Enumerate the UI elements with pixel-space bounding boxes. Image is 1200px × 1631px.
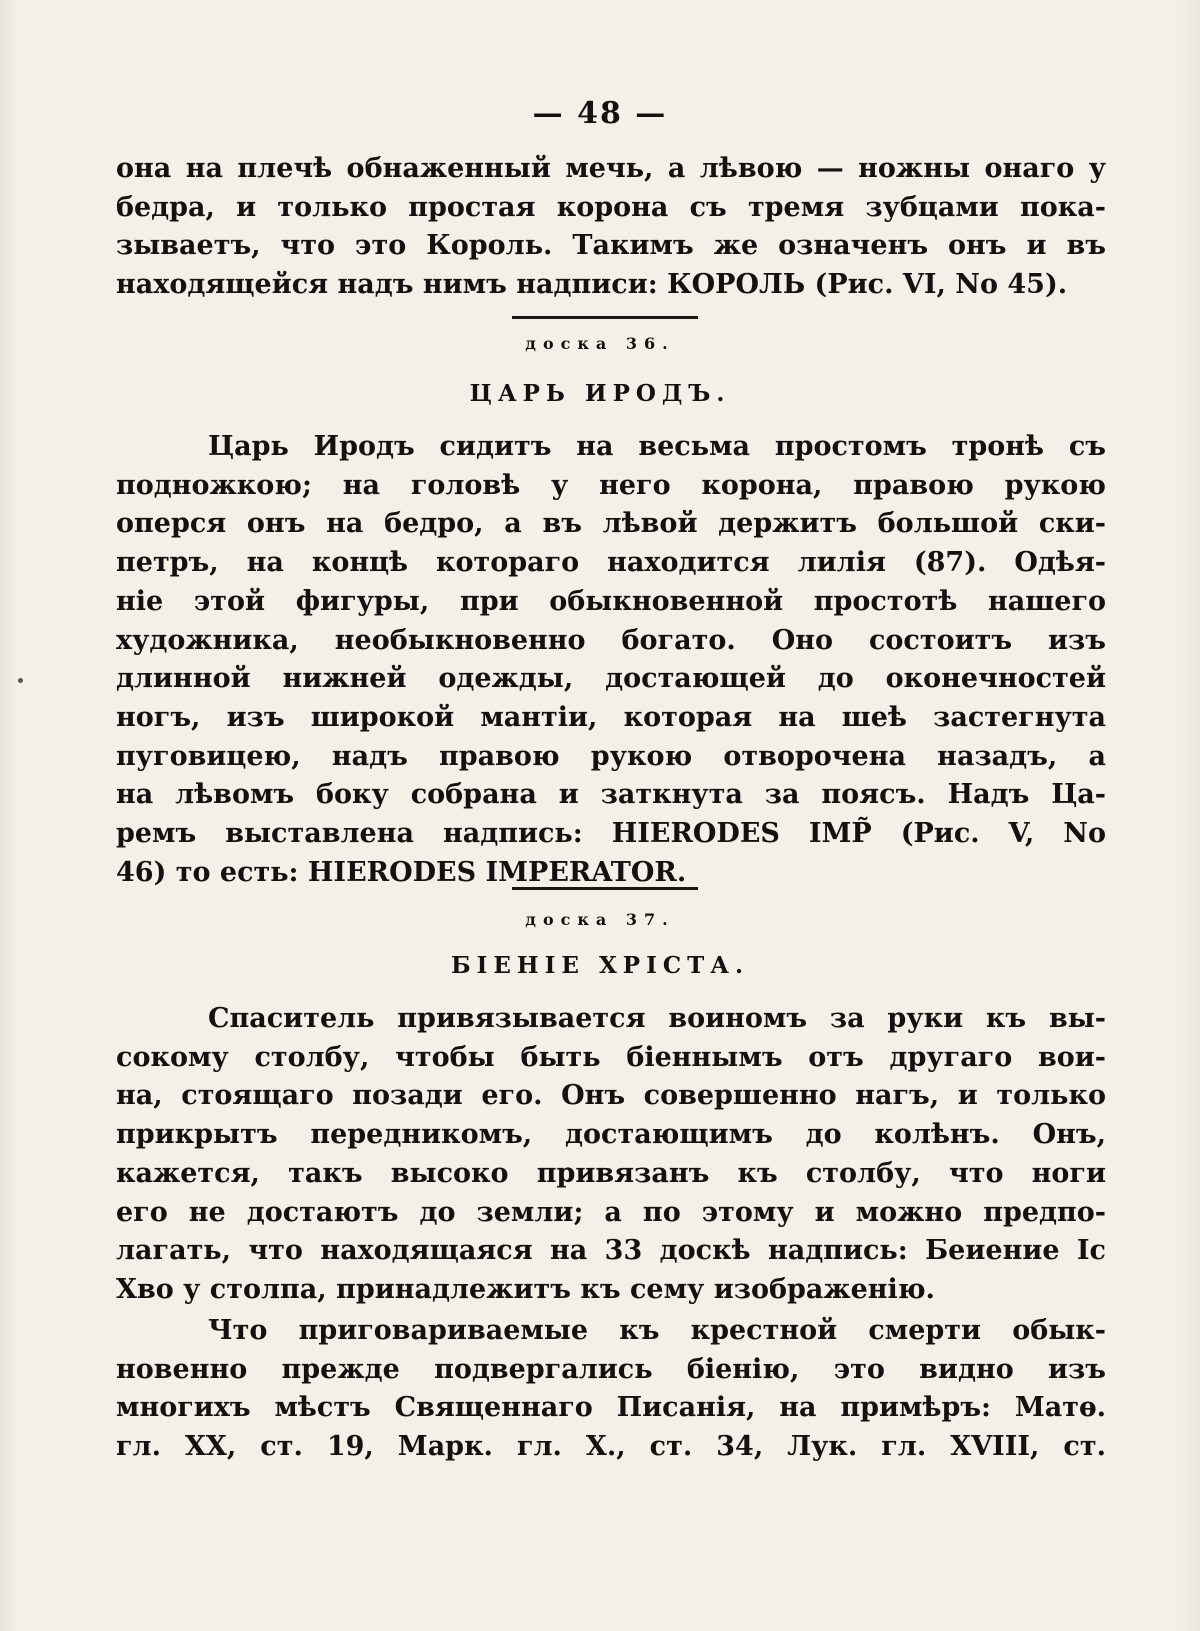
doska-37-label: доска 37. bbox=[525, 910, 675, 929]
page-number: — 48 — bbox=[532, 96, 668, 131]
text-line: бедра, и только простая корона съ тремя зубцами пока- bbox=[116, 191, 1106, 223]
text-line: ніе этой фигуры, при обыкновенной простотѣ нашего bbox=[116, 585, 1106, 617]
text-line: новенно прежде подвергались біенію, это видно изъ bbox=[116, 1353, 1106, 1385]
text-line: 46) то есть: HIERODES IMPERATOR. bbox=[116, 856, 687, 888]
section-divider bbox=[512, 887, 698, 890]
paper-speck bbox=[18, 678, 23, 683]
text-line: Царь Иродъ сидитъ на весьма простомъ тронѣ съ bbox=[208, 431, 1106, 462]
text-line: кажется, такъ высоко привязанъ къ столбу, что ноги bbox=[116, 1157, 1106, 1189]
text-line: Спаситель привязывается воиномъ за руки къ вы- bbox=[208, 1003, 1106, 1034]
text-line: оперся онъ на бедро, а въ лѣвой держитъ большой ски- bbox=[116, 508, 1106, 540]
section-title-tsar-herod: ЦАРЬ ИРОДЪ. bbox=[469, 380, 731, 407]
text-line: на лѣвомъ боку собрана и заткнута за поясъ. Надъ Ца- bbox=[116, 779, 1106, 811]
text-line: на, стоящаго позади его. Онъ совершенно нагъ, и только bbox=[116, 1080, 1106, 1112]
text-line: прикрытъ передникомъ, достающимъ до колѣнъ. Онъ, bbox=[116, 1119, 1106, 1151]
paragraph-tsar-herod bbox=[116, 428, 1106, 892]
doska-36-label: доска 36. bbox=[525, 334, 675, 353]
section-divider bbox=[512, 316, 698, 319]
text-line: сокому столбу, чтобы быть біеннымъ отъ другаго вои- bbox=[116, 1041, 1106, 1073]
text-line: находящейся надъ нимъ надписи: КОРОЛЬ (Рис. VI, No 45). bbox=[116, 269, 1068, 301]
text-line: длинной нижней одежды, достающей до оконечностей bbox=[116, 663, 1106, 695]
text-line: подножкою; на головѣ у него корона, правою рукою bbox=[116, 469, 1106, 501]
paragraph-crucifixion-scourging bbox=[116, 1312, 1106, 1467]
text-line: зываетъ, что это Король. Такимъ же означенъ онъ и въ bbox=[116, 230, 1106, 262]
text-line: Хво у столпа, принадлежитъ къ сему изображенію. bbox=[116, 1273, 935, 1305]
text-line: она на плечѣ обнаженный мечь, а лѣвою — ножны онаго у bbox=[116, 153, 1106, 184]
text-line: петръ, на концѣ котораго находится лилія (87). Одѣя- bbox=[116, 547, 1106, 579]
text-line: его не достаютъ до земли; а по этому и можно предпо- bbox=[116, 1196, 1106, 1228]
text-line: лагать, что находящаяся на 33 доскѣ надпись: Беиение Іс bbox=[116, 1235, 1106, 1267]
text-line: ногъ, изъ широкой мантіи, которая на шеѣ застегнута bbox=[116, 701, 1106, 733]
text-line: пуговицею, надъ правою рукою отворочена назадъ, а bbox=[116, 740, 1106, 772]
paragraph-flagellation bbox=[116, 1000, 1106, 1310]
text-line: художника, необыкновенно богато. Оно состоитъ изъ bbox=[116, 624, 1106, 656]
text-line: ремъ выставлена надпись: HIERODES IMP̃ (Рис. V, No bbox=[116, 818, 1106, 850]
text-line: гл. XX, ст. 19, Марк. гл. X., ст. 34, Лук. гл. XVIII, ст. bbox=[116, 1431, 1106, 1463]
section-title-flagellation: БІЕНІЕ ХРІСТА. bbox=[450, 952, 750, 979]
text-line: многихъ мѣстъ Священнаго Писанія, на примѣръ: Матѳ. bbox=[116, 1392, 1106, 1424]
paragraph-king-continuation bbox=[116, 150, 1106, 305]
text-line: Что приговариваемые къ крестной смерти обык- bbox=[208, 1315, 1106, 1346]
